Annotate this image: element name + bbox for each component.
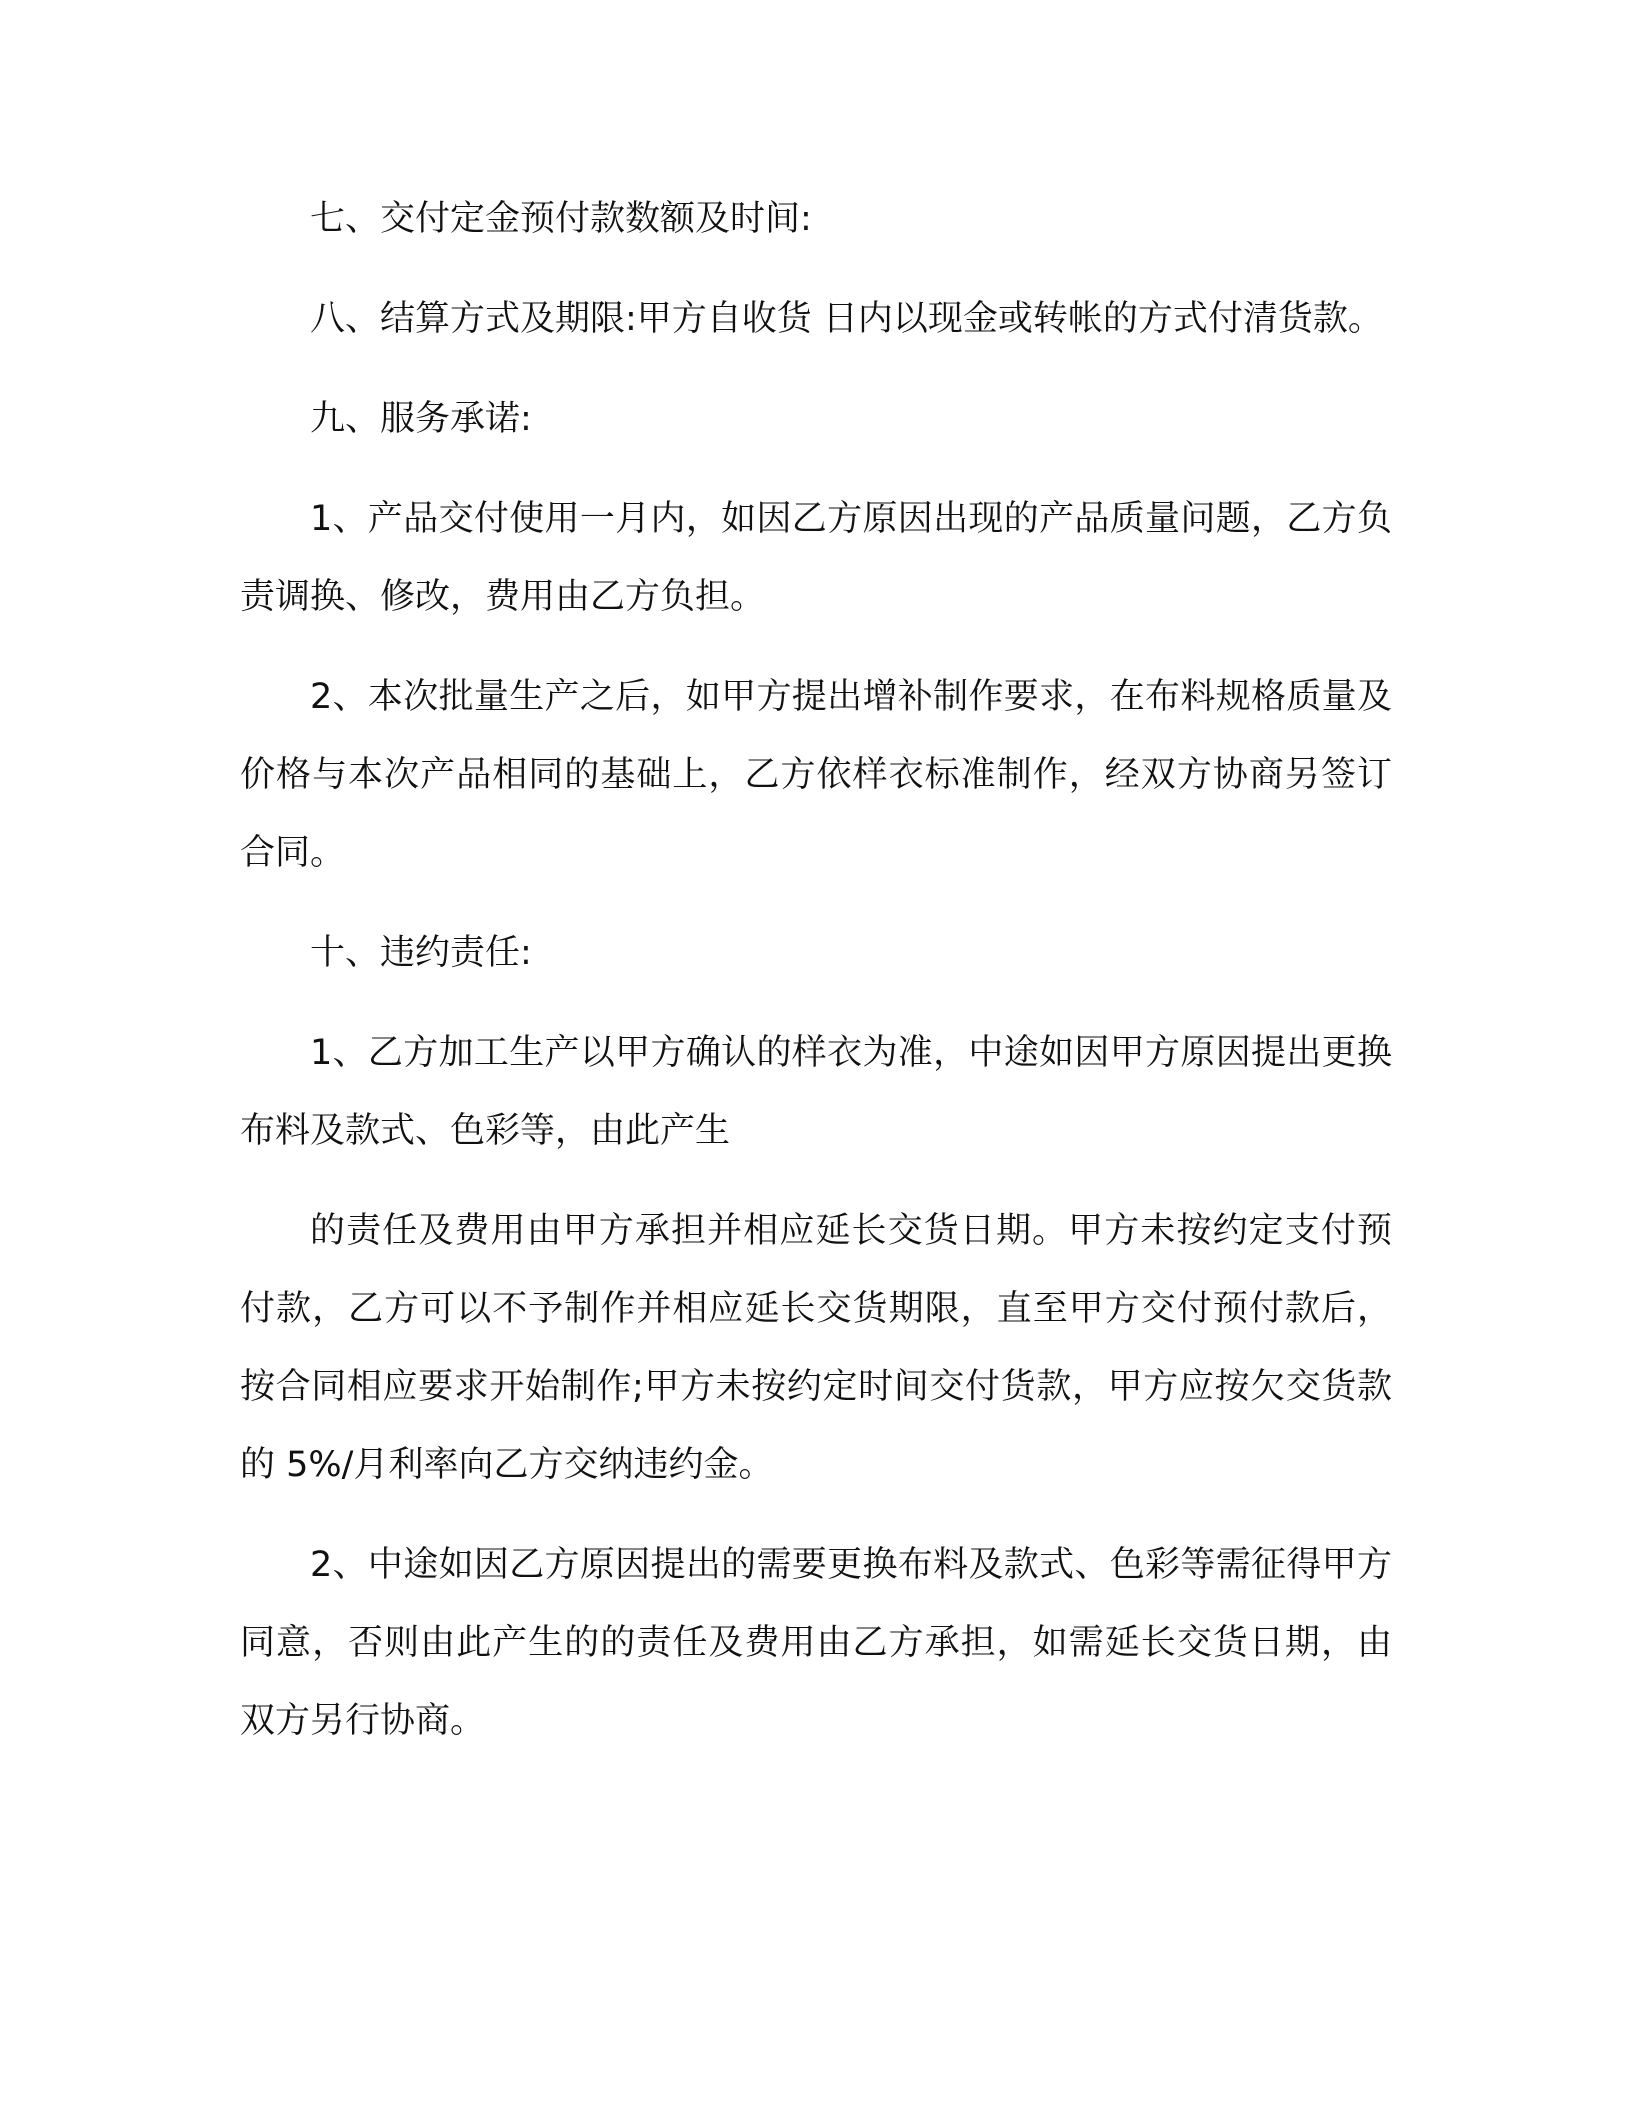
section-10-item-1-continued: 的责任及费用由甲方承担并相应延长交货日期。甲方未按约定支付预付款，乙方可以不予制作并相应延长交货期限，直至甲方交付预付款后，按合同相应要求开始制作;甲方未按约定时间交付货款，甲方应按欠交货款的 5%/月利率向乙方交纳违约金。 xyxy=(240,1211,1392,1485)
document-body xyxy=(240,180,1392,1782)
section-9-item-2: 2、本次批量生产之后，如甲方提出增补制作要求，在布料规格质量及价格与本次产品相同的基础上，乙方依样衣标准制作，经双方协商另签订合同。 xyxy=(240,677,1392,873)
section-8-paragraph: 八、结算方式及期限:甲方自收货 日内以现金或转帐的方式付清货款。 xyxy=(310,299,1383,339)
section-10-heading: 十、违约责任: xyxy=(310,933,532,973)
section-9-heading: 九、服务承诺: xyxy=(310,399,532,439)
section-10-item-2: 2、中途如因乙方原因提出的需要更换布料及款式、色彩等需征得甲方同意，否则由此产生的的责任及费用由乙方承担，如需延长交货日期，由双方另行协商。 xyxy=(240,1545,1392,1741)
section-10-item-1: 1、乙方加工生产以甲方确认的样衣为准，中途如因甲方原因提出更换布料及款式、色彩等，由此产生 xyxy=(240,1033,1392,1151)
section-7-heading: 七、交付定金预付款数额及时间: xyxy=(310,199,812,239)
section-9-item-1: 1、产品交付使用一月内，如因乙方原因出现的产品质量问题，乙方负责调换、修改，费用由乙方负担。 xyxy=(240,499,1392,617)
